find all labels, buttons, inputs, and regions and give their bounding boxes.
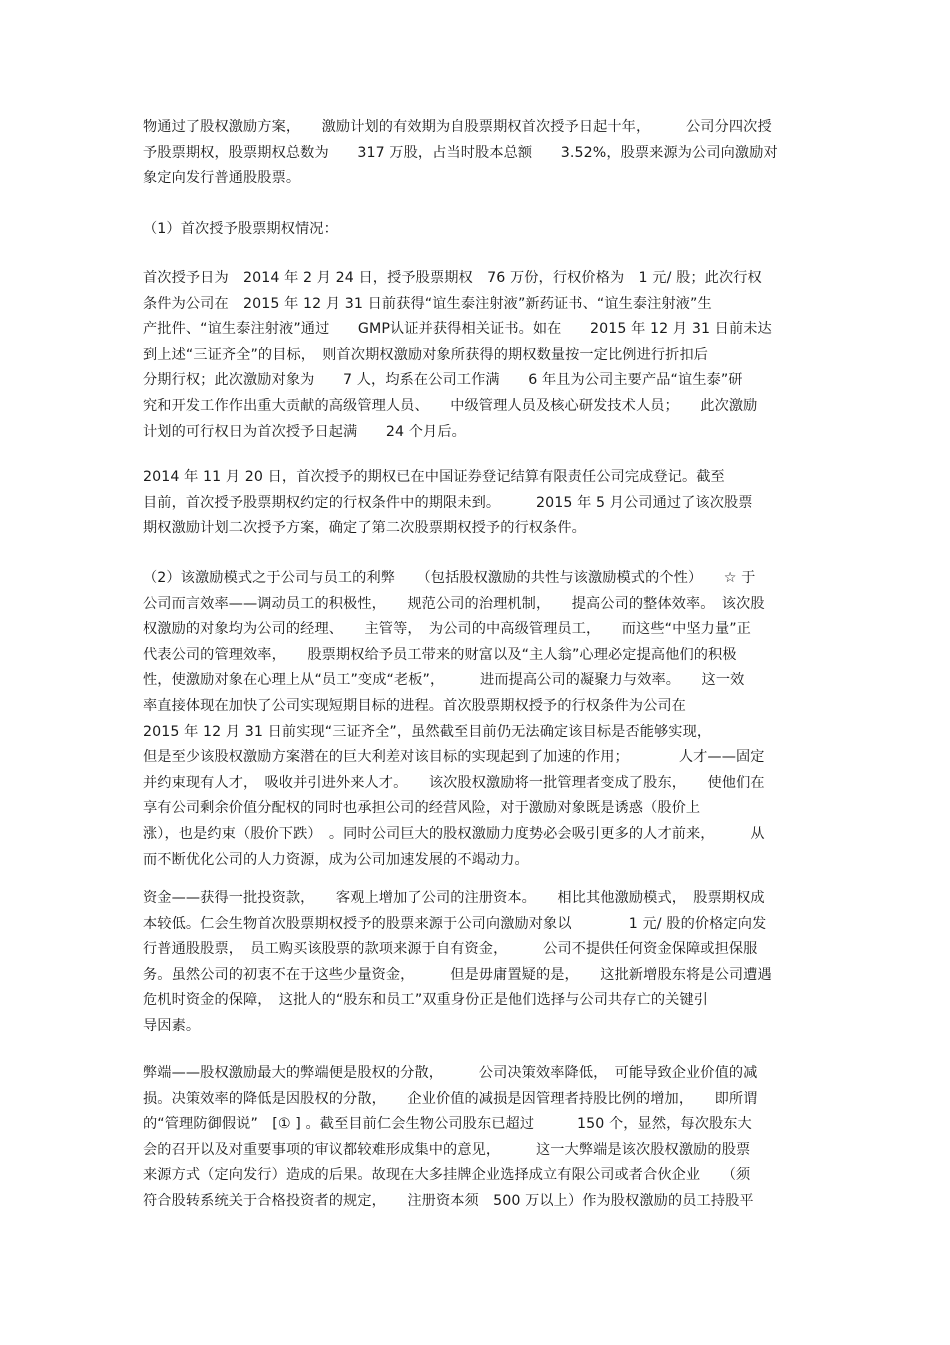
paragraph-drawbacks bbox=[143, 1061, 813, 1215]
text-line: 2015 年 12 月 31 日前实现“三证齐全”，虽然截至目前仍无法确定该目标是否能够实现， bbox=[143, 723, 712, 740]
text-line: 弊端——股权激励最大的弊端便是股权的分散， 公司决策效率降低， 可能导致企业价值的减 bbox=[143, 1065, 758, 1081]
text-line: 损。决策效率的降低是因股权的分散， 企业价值的减损是因管理者持股比例的增加， 即所谓 bbox=[143, 1090, 758, 1107]
text-line: 究和开发工作作出重大贡献的高级管理人员、 中级管理人员及核心研发技术人员； 此次激励 bbox=[143, 397, 758, 414]
paragraph-first-grant-details bbox=[143, 266, 813, 445]
text-line: 代表公司的管理效率， 股票期权给予员工带来的财富以及“主人翁”心理必定提高他们的积极 bbox=[143, 646, 737, 663]
text-line: 期权激励计划二次授予方案，确定了第二次股票期权授予的行权条件。 bbox=[143, 520, 586, 537]
paragraph-pros-and-cons bbox=[143, 566, 813, 873]
text-line: 予股票期权，股票期权总数为 317 万股，占当时股本总额 3.52%，股票来源为公司向激励对 bbox=[143, 144, 778, 161]
text-line: 并约束现有人才， 吸收并引进外来人才。 该次股权激励将一批管理者变成了股东， 使他们在 bbox=[143, 774, 765, 791]
text-line: 条件为公司在 2015 年 12 月 31 日前获得“谊生泰注射液”新药证书、“谊生泰注射液”生 bbox=[143, 295, 712, 312]
text-line: 而不断优化公司的人力资源，成为公司加速发展的不竭动力。 bbox=[143, 851, 529, 868]
text-line: 性，使激励对象在心理上从“员工”变成“老板”， 进而提高公司的凝聚力与效率。 这一效 bbox=[143, 672, 745, 689]
text-line: 务。虽然公司的初衷不在于这些少量资金， 但是毋庸置疑的是， 这批新增股东将是公司遭遇 bbox=[143, 966, 772, 983]
text-line: 的“管理防御假说” [① ] 。截至目前仁会生物公司股东已超过 150 个，显然，每次股东大 bbox=[143, 1116, 752, 1133]
text-line: 计划的可行权日为首次授予日起满 24 个月后。 bbox=[143, 423, 466, 440]
text-line: 到上述“三证齐全”的目标， 则首次期权激励对象所获得的期权数量按一定比例进行折扣后 bbox=[143, 346, 709, 363]
paragraph-registration-status bbox=[143, 465, 813, 542]
text-line: 率直接体现在加快了公司实现短期目标的进程。首次股票期权授予的行权条件为公司在 bbox=[143, 697, 686, 714]
section-heading: （1）首次授予股票期权情况： bbox=[143, 221, 338, 237]
text-line: 公司而言效率——调动员工的积极性， 规范公司的治理机制， 提高公司的整体效率。 该次股 bbox=[143, 595, 765, 612]
text-line: 资金——获得一批投资款， 客观上增加了公司的注册资本。 相比其他激励模式， 股票期权成 bbox=[143, 890, 765, 906]
text-line: 涨），也是约束（股价下跌） 。同时公司巨大的股权激励力度势必会吸引更多的人才前来， 从 bbox=[143, 825, 765, 842]
text-line: 符合股转系统关于合格投资者的规定， 注册资本须 500 万以上）作为股权激励的员工持股平 bbox=[143, 1192, 754, 1209]
text-line: 2014 年 11 月 20 日，首次授予的期权已在中国证券登记结算有限责任公司完成登记。截至 bbox=[143, 469, 725, 485]
paragraph-plan-overview bbox=[143, 115, 813, 192]
text-line: 目前，首次授予股票期权约定的行权条件中的期限未到。 2015 年 5 月公司通过了该次股票 bbox=[143, 494, 753, 511]
text-line: 首次授予日为 2014 年 2 月 24 日，授予股票期权 76 万份，行权价格为 1 元/ 股；此次行权 bbox=[143, 270, 762, 286]
text-line: 享有公司剩余价值分配权的同时也承担公司的经营风险，对于激励对象既是诱惑（股价上 bbox=[143, 800, 701, 817]
text-line: 导因素。 bbox=[143, 1017, 201, 1034]
text-line: 象定向发行普通股股票。 bbox=[143, 170, 301, 187]
text-line: 产批件、“谊生泰注射液”通过 GMP认证并获得相关证书。如在 2015 年 12 月 31 日前未达 bbox=[143, 321, 772, 338]
text-line: 会的召开以及对重要事项的审议都较难形成集中的意见， 这一大弊端是该次股权激励的股票 bbox=[143, 1141, 751, 1158]
text-line: 但是至少该股权激励方案潜在的巨大利差对该目标的实现起到了加速的作用； 人才——固定 bbox=[143, 749, 765, 766]
text-line: 危机时资金的保障， 这批人的“股东和员工”双重身份正是他们选择与公司共存亡的关键引 bbox=[143, 992, 709, 1009]
text-line: 分期行权；此次激励对象为 7 人，均系在公司工作满 6 年且为公司主要产品“谊生泰”研 bbox=[143, 372, 743, 389]
text-line: 权激励的对象均为公司的经理、 主管等， 为公司的中高级管理员工， 而这些“中坚力量”正 bbox=[143, 621, 751, 638]
text-line: 行普通股股票， 员工购买该股票的款项来源于自有资金， 公司不提供任何资金保障或担保服 bbox=[143, 941, 758, 958]
text-line: 物通过了股权激励方案， 激励计划的有效期为自股票期权首次授予日起十年， 公司分四次授 bbox=[143, 119, 772, 135]
paragraph-section-heading-1 bbox=[143, 217, 813, 243]
text-line: 来源方式（定向发行）造成的后果。故现在大多挂牌企业选择成立有限公司或者合伙企业 （须 bbox=[143, 1167, 751, 1184]
text-line: （2）该激励模式之于公司与员工的利弊 （包括股权激励的共性与该激励模式的个性） ☆ 于 bbox=[143, 570, 756, 586]
paragraph-capital bbox=[143, 886, 813, 1040]
text-line: 本较低。仁会生物首次股票期权授予的股票来源于公司向激励对象以 1 元/ 股的价格定向发 bbox=[143, 915, 767, 932]
